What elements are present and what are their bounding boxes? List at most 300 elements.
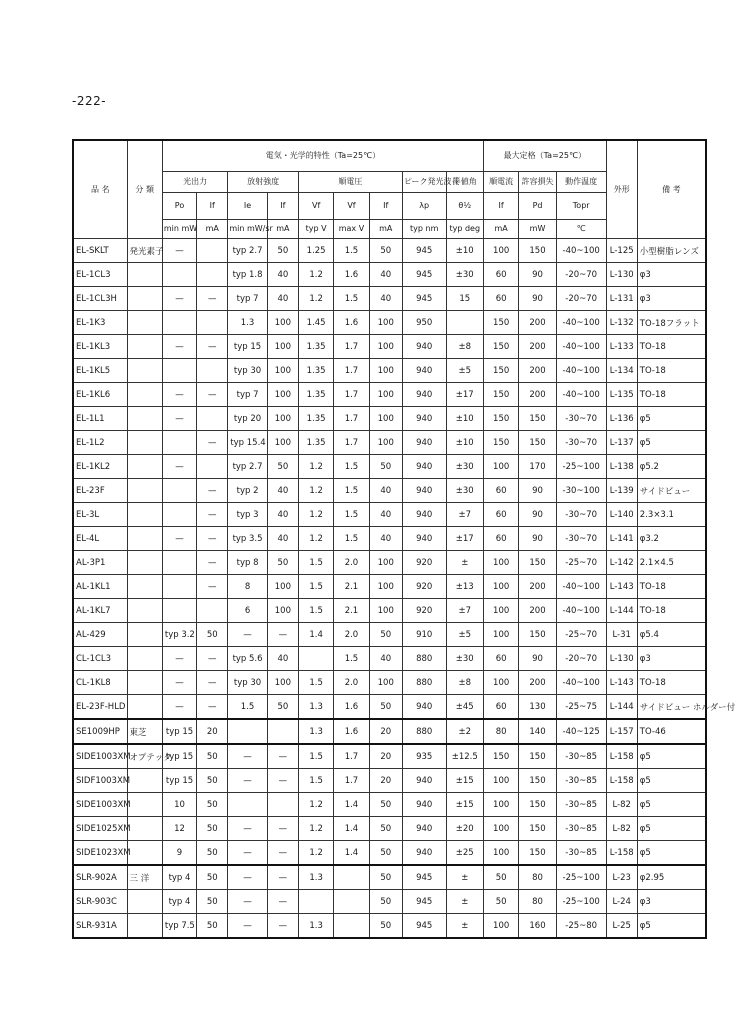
sym-theta: θ½: [446, 193, 483, 220]
cell-pd: 80: [519, 865, 556, 890]
cell-pd: 200: [519, 383, 556, 407]
cell-lp: 945: [402, 239, 446, 263]
cell-po: typ 15: [162, 744, 196, 769]
cell-outline: L-144: [606, 695, 637, 720]
cell-outline: L-132: [606, 311, 637, 335]
cell-vf: 1.3: [298, 719, 333, 744]
cell-vf: 1.2: [298, 793, 333, 817]
cell-if1: —: [197, 527, 228, 551]
cell-remarks: φ5: [637, 914, 706, 939]
cell-theta: ±15: [446, 793, 483, 817]
header-remarks: 備 考: [637, 140, 706, 239]
cell-theta: ±45: [446, 695, 483, 720]
cell-vf: 1.3: [298, 914, 333, 939]
cell-remarks: φ5: [637, 407, 706, 431]
table-row: [73, 239, 706, 263]
cell-ie: —: [228, 914, 267, 939]
cell-remarks: TO-18: [637, 359, 706, 383]
cell-vf: 1.5: [298, 551, 333, 575]
cell-lp: 920: [402, 575, 446, 599]
cell-theta: 15: [446, 287, 483, 311]
cell-topr: -20~70: [556, 287, 606, 311]
cell-part: AL-3P1: [73, 551, 127, 575]
cell-pd: 150: [519, 623, 556, 647]
cell-remarks: φ3: [637, 890, 706, 914]
cell-theta: ±8: [446, 335, 483, 359]
cell-family: [127, 793, 162, 817]
cell-vfmax: 1.7: [334, 335, 369, 359]
table-row: [73, 695, 706, 720]
cell-vfmax: 1.5: [334, 455, 369, 479]
cell-vf: 1.2: [298, 841, 333, 866]
cell-po: —: [162, 455, 196, 479]
cell-po: 12: [162, 817, 196, 841]
cell-topr: -25~80: [556, 914, 606, 939]
cell-if2: 100: [267, 311, 298, 335]
header-electrical: 電気・光学的特性（Ta=25℃）: [162, 140, 483, 172]
cell-vfmax: 1.4: [334, 817, 369, 841]
cell-lp: 880: [402, 671, 446, 695]
cell-vf: 1.2: [298, 455, 333, 479]
cell-lp: 940: [402, 335, 446, 359]
cell-topr: -25~70: [556, 551, 606, 575]
cell-if3: 100: [369, 431, 402, 455]
cell-topr: -40~100: [556, 359, 606, 383]
cell-family: 三 洋: [127, 865, 162, 890]
cell-outline: L-138: [606, 455, 637, 479]
cell-part: EL-1KL5: [73, 359, 127, 383]
cell-ie: —: [228, 841, 267, 866]
cell-ie: 1.5: [228, 695, 267, 720]
cell-po: typ 15: [162, 719, 196, 744]
cell-if3: 40: [369, 647, 402, 671]
cell-theta: ±: [446, 914, 483, 939]
header-intensity: 放射強度: [228, 172, 299, 193]
cell-if2: 40: [267, 503, 298, 527]
sym-if1: If: [197, 193, 228, 220]
cell-po: [162, 551, 196, 575]
cell-vf: [298, 647, 333, 671]
cell-ie: typ 8: [228, 551, 267, 575]
cell-ifmax: 60: [483, 647, 518, 671]
cell-po: [162, 359, 196, 383]
cell-vf: 1.3: [298, 865, 333, 890]
cell-if2: 100: [267, 599, 298, 623]
cell-theta: ±30: [446, 647, 483, 671]
cell-pd: 90: [519, 647, 556, 671]
cell-ie: [228, 719, 267, 744]
cell-if3: 100: [369, 383, 402, 407]
cell-ie: typ 3.5: [228, 527, 267, 551]
cell-pd: 90: [519, 527, 556, 551]
cell-theta: ±17: [446, 383, 483, 407]
cell-ifmax: 60: [483, 695, 518, 720]
cell-if3: 40: [369, 503, 402, 527]
table-row: [73, 647, 706, 671]
cell-remarks: サイドビュー ホルダー付: [637, 695, 706, 720]
cell-if1: —: [197, 575, 228, 599]
cell-if3: 100: [369, 335, 402, 359]
cell-family: [127, 671, 162, 695]
cell-lp: 940: [402, 769, 446, 793]
cell-if2: 50: [267, 455, 298, 479]
table-row: [73, 599, 706, 623]
cell-topr: -30~85: [556, 793, 606, 817]
cell-if1: 50: [197, 865, 228, 890]
cell-vf: 1.2: [298, 817, 333, 841]
cell-remarks: 2.1×4.5: [637, 551, 706, 575]
cell-family: [127, 263, 162, 287]
cell-if3: 20: [369, 744, 402, 769]
table-row: [73, 359, 706, 383]
unit-theta: typ deg: [446, 220, 483, 239]
cell-vf: 1.35: [298, 383, 333, 407]
cell-if3: 100: [369, 599, 402, 623]
cell-if2: 100: [267, 431, 298, 455]
unit-po: min mW: [162, 220, 196, 239]
unit-vf-max: max V: [334, 220, 369, 239]
cell-ie: [228, 793, 267, 817]
table-row: [73, 527, 706, 551]
cell-vfmax: 1.5: [334, 647, 369, 671]
cell-family: [127, 383, 162, 407]
cell-family: [127, 551, 162, 575]
cell-ifmax: 150: [483, 407, 518, 431]
cell-topr: -40~100: [556, 575, 606, 599]
cell-remarks: φ3.2: [637, 527, 706, 551]
cell-if3: 50: [369, 841, 402, 866]
cell-family: [127, 890, 162, 914]
table-row: [73, 865, 706, 890]
cell-po: —: [162, 407, 196, 431]
cell-lp: 940: [402, 359, 446, 383]
cell-theta: ±2: [446, 719, 483, 744]
cell-if2: 40: [267, 647, 298, 671]
cell-po: [162, 431, 196, 455]
cell-family: [127, 287, 162, 311]
cell-ifmax: 100: [483, 671, 518, 695]
cell-vfmax: 1.5: [334, 503, 369, 527]
cell-vf: 1.2: [298, 263, 333, 287]
cell-remarks: φ3: [637, 647, 706, 671]
cell-pd: 140: [519, 719, 556, 744]
header-peak-wavelength: ピーク発光波長: [402, 172, 446, 193]
cell-lp: 940: [402, 431, 446, 455]
cell-topr: -40~100: [556, 599, 606, 623]
cell-vfmax: 1.4: [334, 841, 369, 866]
cell-vfmax: 2.1: [334, 575, 369, 599]
cell-pd: 150: [519, 769, 556, 793]
cell-if2: [267, 793, 298, 817]
header-optical-output: 光出力: [162, 172, 227, 193]
table-row: [73, 551, 706, 575]
cell-po: —: [162, 647, 196, 671]
cell-outline: L-24: [606, 890, 637, 914]
cell-vf: 1.2: [298, 527, 333, 551]
cell-topr: -20~70: [556, 263, 606, 287]
cell-family: [127, 575, 162, 599]
cell-po: —: [162, 239, 196, 263]
cell-po: [162, 263, 196, 287]
cell-pd: 160: [519, 914, 556, 939]
cell-po: —: [162, 335, 196, 359]
cell-if3: 50: [369, 623, 402, 647]
cell-lp: 945: [402, 890, 446, 914]
cell-if3: 50: [369, 455, 402, 479]
cell-pd: 90: [519, 263, 556, 287]
cell-vfmax: 1.5: [334, 479, 369, 503]
cell-pd: 170: [519, 455, 556, 479]
cell-outline: L-141: [606, 527, 637, 551]
cell-part: EL-1L2: [73, 431, 127, 455]
cell-part: SLR-902A: [73, 865, 127, 890]
cell-pd: 90: [519, 503, 556, 527]
cell-ie: typ 1.8: [228, 263, 267, 287]
cell-part: EL-1K3: [73, 311, 127, 335]
cell-pd: 150: [519, 431, 556, 455]
cell-outline: L-136: [606, 407, 637, 431]
cell-if2: 50: [267, 551, 298, 575]
cell-if1: [197, 239, 228, 263]
cell-lp: 940: [402, 407, 446, 431]
cell-po: [162, 599, 196, 623]
cell-theta: ±: [446, 865, 483, 890]
cell-outline: L-158: [606, 769, 637, 793]
cell-vfmax: 1.6: [334, 695, 369, 720]
table-row: [73, 431, 706, 455]
cell-theta: ±: [446, 890, 483, 914]
cell-ifmax: 60: [483, 503, 518, 527]
header-absolute: 最大定格（Ta=25℃）: [483, 140, 606, 172]
cell-pd: 200: [519, 599, 556, 623]
table-row: [73, 623, 706, 647]
cell-if2: 100: [267, 383, 298, 407]
cell-vfmax: 1.5: [334, 287, 369, 311]
cell-if1: 50: [197, 841, 228, 866]
cell-part: EL-23F: [73, 479, 127, 503]
cell-vf: 1.35: [298, 359, 333, 383]
cell-if2: 50: [267, 239, 298, 263]
cell-ifmax: 60: [483, 263, 518, 287]
cell-topr: -30~85: [556, 841, 606, 866]
cell-family: オプテック: [127, 744, 162, 769]
cell-ie: typ 30: [228, 671, 267, 695]
cell-vfmax: 1.7: [334, 431, 369, 455]
cell-po: typ 15: [162, 769, 196, 793]
cell-family: [127, 311, 162, 335]
cell-ie: typ 2.7: [228, 239, 267, 263]
header-forward-voltage: 順電圧: [298, 172, 402, 193]
cell-outline: L-135: [606, 383, 637, 407]
cell-lp: 945: [402, 914, 446, 939]
cell-pd: 150: [519, 841, 556, 866]
cell-if1: 50: [197, 623, 228, 647]
cell-if3: 100: [369, 575, 402, 599]
cell-family: [127, 914, 162, 939]
cell-outline: L-82: [606, 817, 637, 841]
cell-outline: L-133: [606, 335, 637, 359]
cell-topr: -25~100: [556, 890, 606, 914]
cell-ie: typ 3: [228, 503, 267, 527]
cell-family: [127, 841, 162, 866]
unit-topr: ℃: [556, 220, 606, 239]
cell-ifmax: 100: [483, 239, 518, 263]
cell-pd: 90: [519, 479, 556, 503]
cell-if3: 50: [369, 695, 402, 720]
cell-ifmax: 60: [483, 479, 518, 503]
cell-if2: 100: [267, 575, 298, 599]
cell-if1: [197, 311, 228, 335]
cell-outline: L-157: [606, 719, 637, 744]
cell-theta: ±8: [446, 671, 483, 695]
cell-if1: —: [197, 287, 228, 311]
table-body: [73, 239, 735, 939]
table-row: [73, 383, 706, 407]
cell-ie: —: [228, 865, 267, 890]
cell-lp: 940: [402, 503, 446, 527]
cell-ie: 6: [228, 599, 267, 623]
cell-if2: —: [267, 744, 298, 769]
cell-ie: typ 15: [228, 335, 267, 359]
cell-ie: typ 30: [228, 359, 267, 383]
cell-remarks: φ5: [637, 841, 706, 866]
cell-family: 発光素子: [127, 239, 162, 263]
cell-if2: —: [267, 623, 298, 647]
cell-remarks: φ3: [637, 287, 706, 311]
sym-if2: If: [267, 193, 298, 220]
cell-ifmax: 100: [483, 817, 518, 841]
cell-if1: —: [197, 431, 228, 455]
cell-vfmax: 1.7: [334, 769, 369, 793]
cell-part: EL-4L: [73, 527, 127, 551]
cell-if1: [197, 263, 228, 287]
cell-remarks: TO-18: [637, 599, 706, 623]
cell-family: [127, 407, 162, 431]
sym-vf: Vf: [298, 193, 333, 220]
cell-if2: 40: [267, 479, 298, 503]
cell-outline: L-158: [606, 841, 637, 866]
cell-ifmax: 60: [483, 527, 518, 551]
cell-part: EL-23F-HLD: [73, 695, 127, 720]
cell-ie: —: [228, 769, 267, 793]
table-row: [73, 817, 706, 841]
cell-if2: 100: [267, 335, 298, 359]
cell-theta: ±7: [446, 599, 483, 623]
cell-remarks: φ5: [637, 431, 706, 455]
cell-topr: -40~100: [556, 311, 606, 335]
cell-vf: 1.5: [298, 671, 333, 695]
cell-vfmax: 1.4: [334, 793, 369, 817]
cell-family: 東芝: [127, 719, 162, 744]
cell-part: EL-1CL3H: [73, 287, 127, 311]
cell-theta: ±7: [446, 503, 483, 527]
cell-ifmax: 100: [483, 623, 518, 647]
cell-vf: 1.25: [298, 239, 333, 263]
sym-pd: Pd: [519, 193, 556, 220]
cell-family: [127, 695, 162, 720]
cell-pd: 150: [519, 407, 556, 431]
cell-outline: L-143: [606, 575, 637, 599]
cell-if1: —: [197, 551, 228, 575]
cell-vf: 1.35: [298, 407, 333, 431]
cell-vfmax: 2.0: [334, 623, 369, 647]
cell-if1: 50: [197, 769, 228, 793]
cell-part: SIDE1003XM: [73, 793, 127, 817]
cell-remarks: φ5: [637, 744, 706, 769]
cell-if1: [197, 455, 228, 479]
cell-ifmax: 150: [483, 335, 518, 359]
cell-topr: -30~85: [556, 744, 606, 769]
cell-lp: 945: [402, 865, 446, 890]
cell-po: —: [162, 671, 196, 695]
sym-if-abs: If: [483, 193, 518, 220]
cell-vf: 1.5: [298, 599, 333, 623]
cell-if1: —: [197, 479, 228, 503]
cell-vf: 1.5: [298, 769, 333, 793]
cell-if3: 100: [369, 671, 402, 695]
sym-vf-max: Vf: [334, 193, 369, 220]
table-row: [73, 455, 706, 479]
cell-vf: [298, 890, 333, 914]
cell-lp: 920: [402, 599, 446, 623]
cell-remarks: φ5: [637, 793, 706, 817]
cell-pd: 200: [519, 335, 556, 359]
cell-if1: 50: [197, 890, 228, 914]
cell-family: [127, 647, 162, 671]
cell-if3: 20: [369, 769, 402, 793]
header-family: 分 類: [127, 140, 162, 239]
sym-lp: λp: [402, 193, 446, 220]
cell-pd: 200: [519, 359, 556, 383]
table-row: [73, 407, 706, 431]
cell-theta: ±5: [446, 623, 483, 647]
cell-ifmax: 150: [483, 431, 518, 455]
cell-ifmax: 100: [483, 769, 518, 793]
cell-part: EL-1KL2: [73, 455, 127, 479]
cell-ifmax: 50: [483, 865, 518, 890]
cell-theta: ±30: [446, 263, 483, 287]
cell-vfmax: 1.5: [334, 527, 369, 551]
cell-outline: L-23: [606, 865, 637, 890]
cell-po: [162, 575, 196, 599]
cell-outline: L-142: [606, 551, 637, 575]
cell-remarks: φ2.95: [637, 865, 706, 890]
cell-if2: 40: [267, 527, 298, 551]
cell-theta: ±17: [446, 527, 483, 551]
cell-vfmax: 2.0: [334, 671, 369, 695]
cell-ifmax: 100: [483, 793, 518, 817]
cell-if2: 40: [267, 263, 298, 287]
cell-if2: 100: [267, 359, 298, 383]
cell-topr: -40~125: [556, 719, 606, 744]
cell-remarks: TO-18: [637, 671, 706, 695]
cell-po: —: [162, 527, 196, 551]
cell-part: EL-1KL6: [73, 383, 127, 407]
cell-topr: -30~85: [556, 817, 606, 841]
cell-po: —: [162, 383, 196, 407]
unit-if2: mA: [267, 220, 298, 239]
cell-po: [162, 503, 196, 527]
cell-outline: L-134: [606, 359, 637, 383]
cell-lp: 940: [402, 695, 446, 720]
cell-part: CL-1CL3: [73, 647, 127, 671]
cell-lp: 940: [402, 793, 446, 817]
cell-vfmax: [334, 865, 369, 890]
cell-topr: -30~70: [556, 431, 606, 455]
table-row: [73, 890, 706, 914]
cell-vf: 1.2: [298, 503, 333, 527]
unit-ie: min mW/sr: [228, 220, 267, 239]
